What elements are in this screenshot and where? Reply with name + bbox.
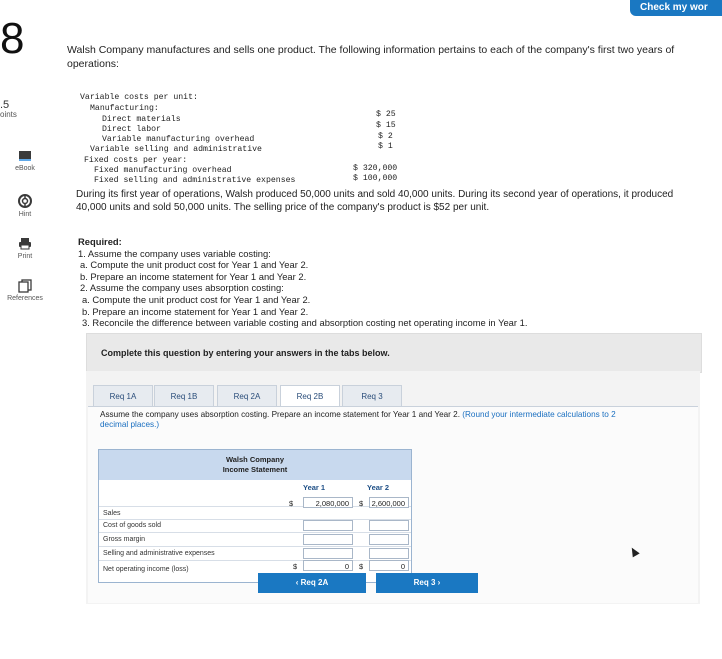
cost-variable-sa-label: Variable selling and administrative [90,145,262,154]
cost-dm-value: $ 25 [376,110,396,119]
tab-req-3[interactable]: Req 3 [342,385,402,409]
next-req-label: Req 3 [413,578,436,587]
cost-fixed-header: Fixed costs per year: [84,156,188,165]
sidebar-item-ebook[interactable] [0,150,50,172]
question-number: 8 [0,14,25,63]
cost-manufacturing-header: Manufacturing: [90,104,159,113]
sidebar-item-label: Hint [18,211,32,218]
cost-fixed-sa-label: Fixed selling and administrative expenses [94,176,296,185]
tab-req-1b[interactable]: Req 1B [154,385,214,409]
row-label-gross-margin: Gross margin [103,536,146,543]
row-divider [99,506,411,507]
prev-req-button[interactable] [258,573,366,593]
row-label-sales: Sales [103,510,121,517]
row-label-noi: Net operating income (loss) [103,566,189,573]
cost-vsa-value: $ 1 [378,142,393,151]
sidebar-item-label: eBook [15,165,35,172]
statement-title: Income Statement [222,465,288,474]
required-item: 2. Assume the company uses absorption costing: [80,282,284,294]
cost-fmoh-value: $ 320,000 [353,164,398,173]
sidebar-item-hint[interactable] [0,194,50,218]
tab-req-2b[interactable]: Req 2B [280,385,340,409]
row-divider [99,546,411,547]
row-label-cogs: Cost of goods sold [103,522,161,529]
problem-intro: Walsh Company manufactures and sells one product. The following information pertains to each of the company's first two years of operations: [67,44,675,70]
required-item: b. Prepare an income statement for Year 1 and Year 2. [80,270,307,282]
next-req-button[interactable] [376,573,478,593]
cost-vmoh-value: $ 2 [378,132,393,141]
dollar-sign: $ [293,562,298,571]
sidebar-item-references[interactable] [0,279,50,302]
sidebar-item-label: References [7,295,43,302]
noi-year1-input[interactable]: 0 [303,560,353,571]
cost-direct-materials-label: Direct materials [102,115,181,124]
instructions-bar [86,333,702,373]
sales-year2-input[interactable]: 2,600,000 [369,497,409,508]
required-item: b. Prepare an income statement for Year 1 and Year 2. [82,305,309,317]
row-divider [99,560,411,561]
column-header-year2: Year 2 [367,483,390,492]
operations-paragraph: During its first year of operations, Walsh produced 50,000 units and sold 40,000 units. During its second year of operations, it produced 40,000 units and sold 50,000 units. The selling price of the company's product is $52 per unit. [76,189,674,213]
sales-year1-input[interactable]: 2,080,000 [303,497,353,508]
cost-direct-labor-label: Direct labor [102,125,161,134]
row-divider [99,532,411,533]
tab-req-1a[interactable]: Req 1A [93,385,153,409]
required-item: a. Compute the unit product cost for Year 1 and Year 2. [82,293,311,305]
row-divider [99,519,411,520]
required-item: 3. Reconcile the difference between variable costing and absorption costing net operating income in Year 1. [82,317,528,329]
chevron-left-icon: ‹ [295,578,301,587]
sidebar-item-label: Print [17,253,33,260]
book-icon [18,150,32,162]
instructions-text: Complete this question by entering your answers in the tabs below. [101,348,390,358]
dollar-sign: $ [289,499,294,508]
sidebar-item-print[interactable] [0,237,50,260]
noi-year2-input[interactable]: 0 [369,560,409,571]
cost-fixed-moh-label: Fixed manufacturing overhead [94,166,232,175]
gross-year2-input[interactable] [369,534,409,545]
required-section [78,236,688,329]
documents-icon [18,279,32,292]
column-header-year1: Year 1 [303,483,326,492]
cogs-year1-input[interactable] [303,520,353,531]
prev-req-label: Req 2A [300,578,329,587]
cost-variable-moh-label: Variable manufacturing overhead [102,135,255,144]
row-label-sae: Selling and administrative expenses [103,550,215,557]
check-my-work-button[interactable]: Check my wor [630,0,722,16]
required-item: a. Compute the unit product cost for Year 1 and Year 2. [80,259,309,271]
statement-company: Walsh Company [225,455,285,464]
points-value: .5 [0,99,10,111]
tab-instruction-note: (Round your intermediate calculations to 2 decimal places.) [100,410,616,429]
tab-instruction [100,410,640,430]
statement-header [99,450,411,480]
chevron-right-icon: › [435,578,441,587]
sae-year2-input[interactable] [369,548,409,559]
cogs-year2-input[interactable] [369,520,409,531]
cost-fsa-value: $ 100,000 [353,174,398,183]
gross-year1-input[interactable] [303,534,353,545]
dollar-sign: $ [359,562,364,571]
required-item: 1. Assume the company uses variable costing: [78,247,271,259]
lifebuoy-icon [18,194,32,208]
points-label: oints [0,110,17,119]
sae-year1-input[interactable] [303,548,353,559]
tab-req-2a[interactable]: Req 2A [217,385,277,409]
dollar-sign: $ [359,499,364,508]
printer-icon [18,237,32,250]
tab-instruction-text: Assume the company uses absorption costing. Prepare an income statement for Year 1 and Year 2. [100,410,461,419]
cost-variable-header: Variable costs per unit: [80,93,198,102]
required-title: Required: [78,236,122,247]
cost-dl-value: $ 15 [376,121,396,130]
income-statement-table [98,449,412,583]
